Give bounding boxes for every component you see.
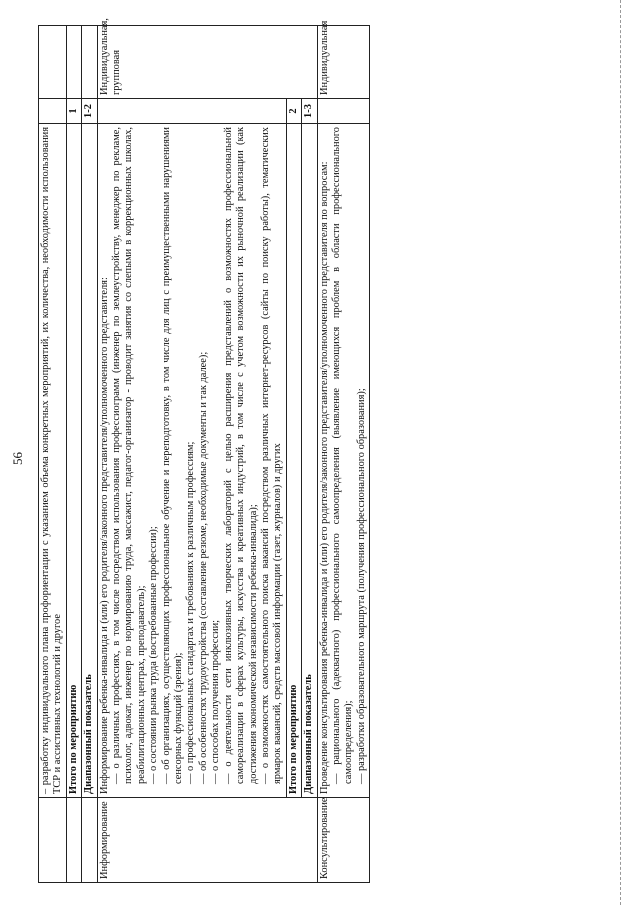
consulting-content-cell [317, 124, 370, 798]
value-cell-empty [317, 99, 370, 124]
list-item: — об особенностях трудоустройства (составление резюме, необходимые документы и так далее); [197, 351, 209, 784]
service-cell-empty [82, 798, 97, 883]
list-item: — о возможностях самостоятельного поиска вакансий посредством различных интернет-ресурсов (сайты по поиску работы), тематических ярмарок вакансий, средств массовой информации (газет, журналов) и других [259, 127, 284, 784]
list-item: — о деятельности сети инклюзивных творческих лабораторий с целью расширения представлений о возможностях профессиональной самореализации в сферах культуры, искусства и креативных индустрий, в том числе с учетом возможности их рыночной реализации (как достижения экономической независимости ребенка-инвалида); [222, 127, 259, 784]
service-name-informing: Информирование [97, 798, 317, 883]
form-cell-empty [82, 26, 97, 99]
service-cell-empty [39, 798, 67, 883]
total-label: Итого по мероприятию [286, 124, 301, 798]
rehab-measures-table [38, 18, 370, 883]
table-row [302, 26, 317, 883]
service-name-consulting: Консультирование [317, 798, 370, 883]
table-row [286, 26, 301, 883]
value-cell-empty [39, 99, 67, 124]
range-label: Диапазонный показатель [82, 124, 97, 798]
informing-content-cell [97, 124, 286, 798]
list-item: — о состоянии рынка труда (востребованные профессии); [148, 526, 160, 784]
page-number: 56 [10, 452, 25, 465]
dash-mark: – [40, 788, 51, 794]
total-value: 2 [286, 99, 301, 124]
form-cell-empty [66, 26, 81, 99]
total-value: 1 [66, 99, 81, 124]
form-cell-empty [39, 26, 67, 99]
total-label: Итого по мероприятию [66, 124, 81, 798]
list-item: — рационального (адекватного) профессионального самоопределения (выявление имеющихся проблем в области профессионального самоопределения); [330, 127, 355, 784]
list-item: — об организациях, осуществляющих профессиональное обучение и переподготовку, в том числе для лиц с преимущественными нарушениями сенсорных функций (зрения); [160, 127, 185, 784]
table-row [82, 26, 97, 883]
table-row [66, 26, 81, 883]
list-item: — о профессиональных стандартах и требованиях к различным профессиям; [185, 441, 197, 784]
table-row [317, 26, 370, 883]
value-cell-empty [97, 99, 286, 124]
informing-lead: Информирование ребенка-инвалида и (или) его родителя/законного представителя/уполномоченного представителя: [98, 277, 110, 794]
form-informing: Индивидуальная, групповая [97, 26, 317, 99]
range-label: Диапазонный показатель [302, 124, 317, 798]
service-cell-empty [66, 798, 81, 883]
list-item: — разработки образовательного маршрута (получения профессионального образования); [355, 388, 367, 784]
table-row [97, 26, 286, 883]
list-item: — о способах получения профессии; [210, 619, 222, 784]
consulting-lead: Проведение консультирования ребенка-инвалида и (или) его родителя/законного представителя/уполномоченного представителя по вопросам: [318, 161, 330, 794]
scan-edge-line [620, 0, 624, 905]
range-value: 1-2 [82, 99, 97, 124]
table-row [39, 26, 67, 883]
form-consulting: Индивидуальная [317, 26, 370, 99]
list-item: — о различных профессиях, в том числе посредством использования профессиограмм (инженер по землеустройству, менеджер по рекламе, психолог, адвокат, инженер по нормированию труда, массажист, педагог-организатор - проводит занятия со слепыми в коррекционных школах, реабилитационных центрах, преподаватель); [111, 127, 147, 784]
range-value: 1-3 [302, 99, 317, 124]
intro-text: разработку индивидуального плана профориентации с указанием объема конкретных мероприятий, их количества, необходимости использования ТСР и ассистивных технологий и другое [40, 127, 64, 794]
intro-content-cell [39, 124, 67, 798]
